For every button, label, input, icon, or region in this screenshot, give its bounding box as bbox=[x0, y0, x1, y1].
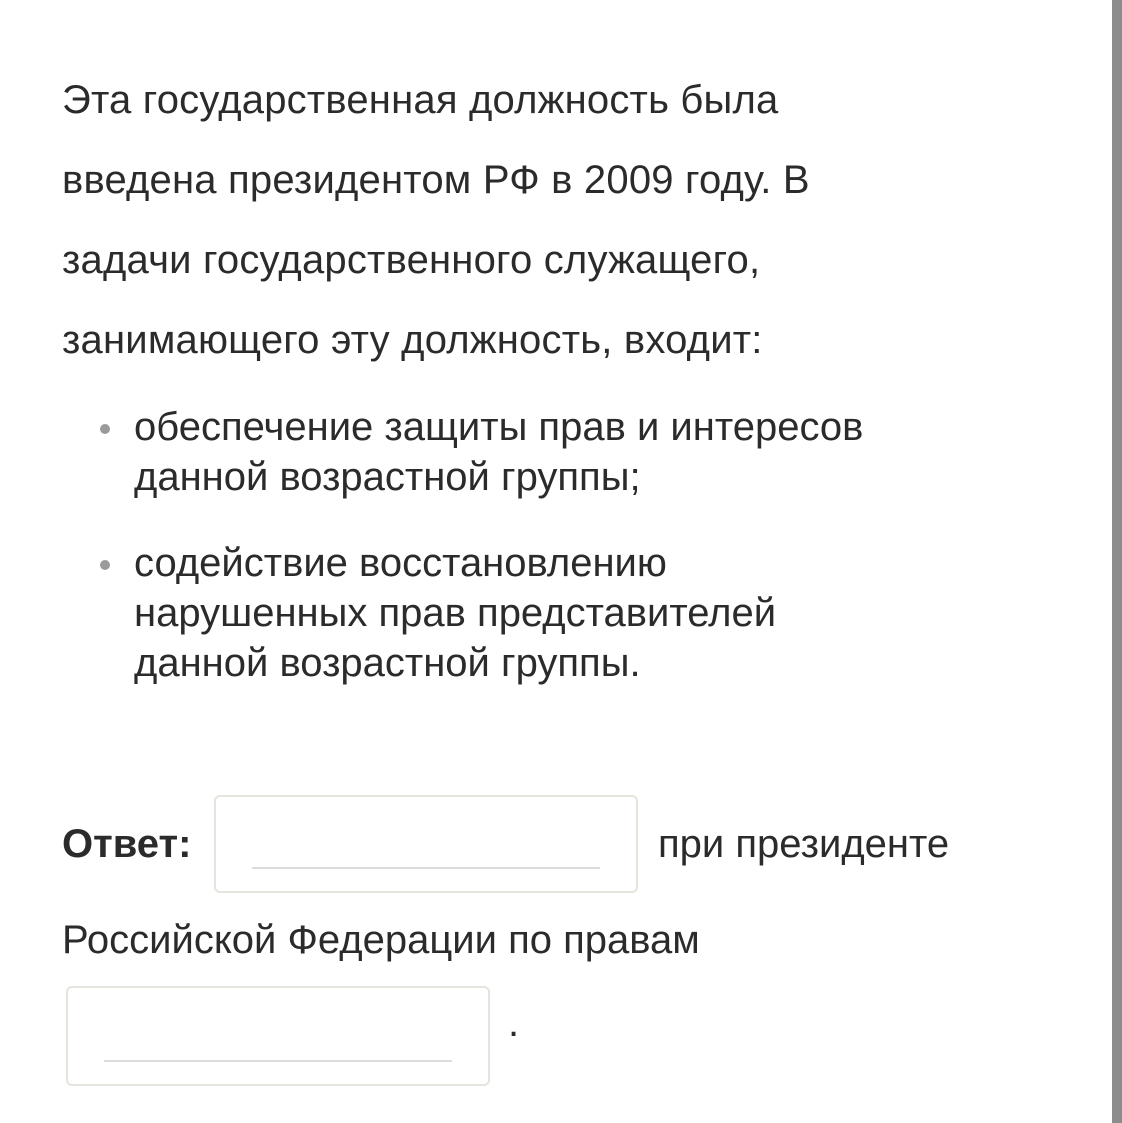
answer-row-2 bbox=[66, 986, 519, 1086]
answer-period: . bbox=[508, 1001, 520, 1045]
intro-line: занимающего эту должность, входит: bbox=[62, 318, 763, 362]
list-item-line: обеспечение защиты прав и интересов bbox=[134, 405, 864, 449]
list-item-line: нарушенных прав представителей bbox=[134, 591, 777, 635]
answer-text-line-2: Российской Федерации по правам bbox=[62, 918, 700, 962]
duties-list bbox=[62, 402, 1062, 688]
intro-line: введена президентом РФ в 2009 году. В bbox=[62, 158, 810, 202]
question-intro bbox=[62, 60, 1062, 380]
bullet-dot-icon bbox=[100, 424, 110, 434]
input-underline bbox=[104, 1060, 452, 1062]
bullet-dot-icon bbox=[100, 560, 110, 570]
list-item bbox=[92, 538, 1062, 688]
intro-line: задачи государственного служащего, bbox=[62, 238, 761, 282]
list-item-line: данной возрастной группы. bbox=[134, 641, 641, 685]
question-block bbox=[62, 60, 1062, 724]
list-item-line: содействие восстановлению bbox=[134, 541, 667, 585]
answer-text-after-field: при президенте bbox=[658, 821, 950, 866]
answer-input-1[interactable] bbox=[214, 795, 638, 893]
scrollbar[interactable] bbox=[1112, 0, 1122, 1123]
input-underline bbox=[252, 867, 600, 869]
list-item bbox=[92, 402, 1062, 502]
list-item-line: данной возрастной группы; bbox=[134, 455, 641, 499]
answer-label: Ответ: bbox=[62, 821, 192, 866]
answer-input-2[interactable] bbox=[66, 986, 490, 1086]
intro-line: Эта государственная должность была bbox=[62, 78, 779, 122]
answer-row bbox=[62, 794, 949, 894]
